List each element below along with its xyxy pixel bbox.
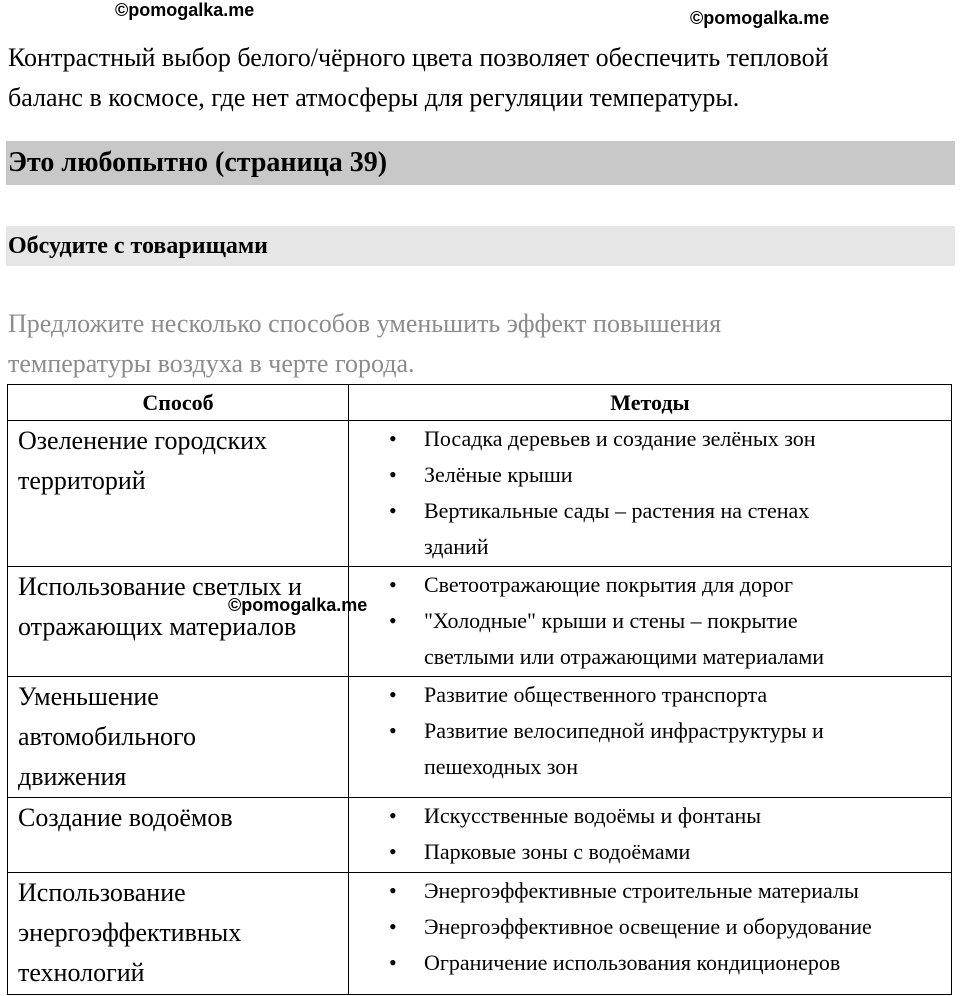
column-header-way: Способ (8, 385, 349, 421)
method-line: • Развитие велосипедной инфраструктуры и (424, 718, 824, 743)
task-line: температуры воздуха в черте города. (8, 349, 415, 378)
subsection-title: Обсудите с товарищами (8, 233, 269, 259)
way-line: Использование светлых и (18, 572, 302, 601)
way-cell (8, 677, 349, 798)
method-line: • Искусственные водоёмы и фонтаны (424, 803, 762, 828)
table-row (8, 798, 952, 873)
method-line: • Энергоэффективные строительные материалы (424, 878, 859, 903)
way-cell (8, 798, 349, 873)
intro-paragraph (8, 38, 829, 118)
method-item (349, 713, 945, 785)
way-line: отражающих материалов (18, 612, 297, 641)
way-line: энергоэффективных (18, 918, 242, 947)
methods-table (7, 384, 952, 995)
way-cell (8, 873, 349, 995)
watermark: ©pomogalka.me (115, 0, 255, 20)
methods-cell (349, 567, 952, 677)
method-item (349, 603, 945, 675)
methods-list (349, 873, 945, 981)
method-line: • Ограничение использования кондиционеров (424, 950, 841, 975)
table-row (8, 567, 952, 677)
methods-cell (349, 873, 952, 995)
method-item (349, 873, 945, 909)
table-row (8, 421, 952, 567)
intro-line: Контрастный выбор белого/чёрного цвета позволяет обеспечить тепловой (8, 43, 829, 72)
way-line: Озеленение городских (18, 426, 268, 455)
section-heading (6, 141, 955, 185)
way-cell (8, 567, 349, 677)
way-line: технологий (18, 958, 145, 987)
intro-line: баланс в космосе, где нет атмосферы для регуляции температуры. (8, 83, 740, 112)
method-line: • Зелёные крыши (424, 462, 573, 487)
method-line: • Парковые зоны с водоёмами (424, 839, 691, 864)
way-line: Использование (18, 878, 186, 907)
method-item (349, 834, 945, 870)
table-header-row (8, 385, 952, 421)
task-line: Предложите несколько способов уменьшить эффект повышения (8, 309, 722, 338)
methods-cell (349, 421, 952, 567)
method-item (349, 945, 945, 981)
watermark: ©pomogalka.me (690, 8, 830, 28)
watermark: ©pomogalka.me (228, 595, 368, 615)
method-item (349, 909, 945, 945)
method-line: • Вертикальные сады – растения на стенах (424, 498, 810, 523)
way-line: автомобильного (18, 722, 197, 751)
methods-list (349, 567, 945, 675)
column-header-methods: Методы (349, 385, 952, 421)
method-line: светлыми или отражающими материалами (424, 644, 825, 669)
method-item (349, 421, 945, 457)
methods-list (349, 798, 945, 870)
method-item (349, 493, 945, 565)
way-line: территорий (18, 466, 146, 495)
methods-cell (349, 677, 952, 798)
methods-cell (349, 798, 952, 873)
method-line: • Энергоэффективное освещение и оборудование (424, 914, 872, 939)
methods-list (349, 421, 945, 565)
method-item (349, 798, 945, 834)
task-paragraph (8, 304, 721, 384)
method-line: • Светоотражающие покрытия для дорог (424, 572, 794, 597)
method-line: пешеходных зон (424, 754, 579, 779)
method-line: • "Холодные" крыши и стены – покрытие (424, 608, 798, 633)
method-line: зданий (424, 534, 489, 559)
way-line: движения (18, 762, 127, 791)
method-item (349, 567, 945, 603)
section-title: Это любопытно (страница 39) (8, 147, 388, 178)
table-row (8, 873, 952, 995)
subsection-heading (6, 226, 955, 266)
table-row (8, 677, 952, 798)
method-line: • Посадка деревьев и создание зелёных зон (424, 426, 816, 451)
methods-list (349, 677, 945, 785)
method-item (349, 677, 945, 713)
method-item (349, 457, 945, 493)
method-line: • Развитие общественного транспорта (424, 682, 768, 707)
way-cell (8, 421, 349, 567)
way-line: Уменьшение (18, 682, 159, 711)
way-line: Создание водоёмов (18, 803, 233, 832)
